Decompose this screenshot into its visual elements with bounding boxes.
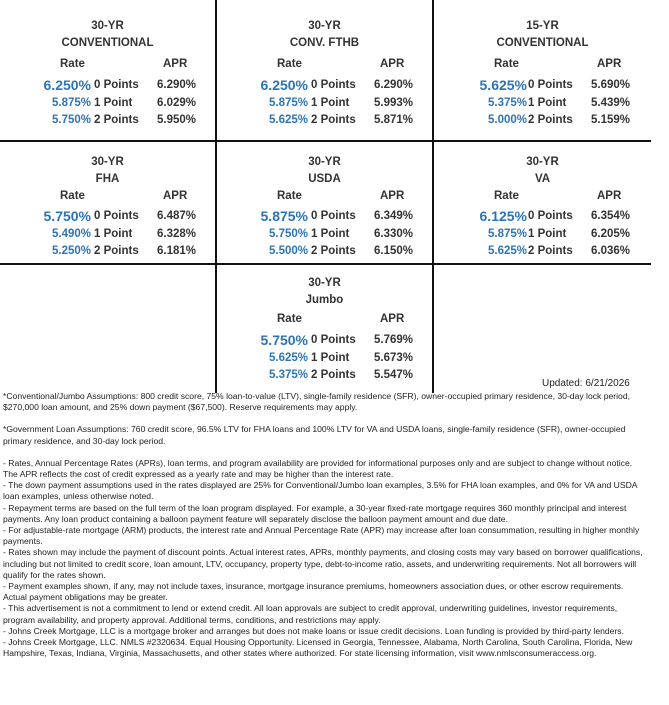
apr-header: APR	[380, 58, 405, 70]
rate-row	[217, 228, 432, 246]
points-value: 2 Points	[311, 369, 356, 381]
points-value: 1 Point	[311, 351, 350, 364]
rate-row	[434, 79, 651, 97]
apr-value: 6.290%	[374, 79, 414, 91]
apr-value: 6.330%	[374, 227, 414, 240]
apr-value: 5.159%	[591, 114, 631, 126]
apr-value: 5.871%	[374, 114, 414, 126]
apr-value: 5.439%	[591, 96, 631, 109]
apr-value: 6.205%	[591, 227, 631, 240]
points-value: 2 Points	[94, 114, 139, 126]
rate-row	[0, 97, 215, 115]
apr-value: 6.181%	[157, 245, 197, 257]
rate-header: Rate	[494, 58, 519, 70]
rate-value: 5.625%	[487, 245, 527, 257]
points-value: 2 Points	[94, 245, 139, 257]
apr-value: 6.354%	[591, 210, 631, 222]
panel-term: 30-YR	[308, 277, 341, 289]
rate-header: Rate	[60, 58, 85, 70]
rate-rows	[434, 79, 651, 132]
rate-header: Rate	[277, 313, 302, 325]
rate-rows	[217, 334, 432, 387]
apr-value: 5.769%	[374, 334, 414, 346]
disclosure-item: - Johns Creek Mortgage, LLC is a mortgage broker and arranges but does not make loans or issue credit decisions. Loan funding is provided by third-party lenders.	[3, 625, 624, 636]
apr-value: 5.993%	[374, 96, 414, 109]
rate-value: 5.250%	[51, 245, 91, 257]
apr-header: APR	[380, 190, 405, 202]
panel-15yr-conventional	[434, 0, 651, 140]
points-value: 0 Points	[528, 79, 573, 91]
panel-30yr-jumbo	[215, 263, 434, 393]
rate-row	[217, 97, 432, 115]
empty-cell	[434, 263, 651, 393]
panel-program: CONVENTIONAL	[496, 37, 589, 49]
points-value: 0 Points	[311, 334, 356, 346]
points-value: 0 Points	[94, 79, 139, 91]
rate-value: 5.375%	[268, 369, 308, 381]
empty-cell	[0, 263, 217, 393]
rate-row	[217, 334, 432, 352]
apr-value: 5.950%	[157, 114, 197, 126]
panel-program: Jumbo	[305, 294, 344, 306]
rate-value: 5.750%	[43, 208, 91, 224]
apr-value: 6.487%	[157, 210, 197, 222]
rate-row	[217, 352, 432, 370]
panel-program: VA	[534, 173, 551, 185]
panel-30yr-va	[434, 140, 651, 263]
rate-value: 5.490%	[51, 227, 91, 240]
panel-term: 30-YR	[91, 156, 124, 168]
rate-row	[0, 210, 215, 228]
apr-value: 6.349%	[374, 210, 414, 222]
apr-header: APR	[380, 313, 405, 325]
rate-row	[434, 114, 651, 132]
disclosure-item: - Repayment terms are based on the full term of the loan program displayed. For example, a 30-year fixed-rate mortgage requires 360 monthly principal and interest payments. Any loan product containing a balloon payment feature will separately disclose the balloon payment amount and due date.	[3, 502, 627, 524]
rate-header: Rate	[494, 190, 519, 202]
apr-value: 5.690%	[591, 79, 631, 91]
panel-term: 30-YR	[91, 20, 124, 32]
rate-row	[217, 245, 432, 263]
panel-program: FHA	[95, 173, 120, 185]
points-value: 1 Point	[528, 96, 567, 109]
panel-term: 30-YR	[526, 156, 559, 168]
rate-value: 5.625%	[268, 114, 308, 126]
points-value: 0 Points	[311, 210, 356, 222]
rate-value: 5.625%	[479, 77, 527, 93]
disclosure-item: - Rates, Annual Percentage Rates (APRs), loan terms, and program availability are provided for informational purposes only and are subject to change without notice. The APR reflects the cost of credit expressed as a yearly rate and may be higher than the interest rate.	[3, 457, 633, 480]
rate-rows	[434, 210, 651, 263]
apr-value: 6.029%	[157, 96, 197, 109]
rate-header: Rate	[277, 58, 302, 70]
apr-header: APR	[597, 58, 622, 70]
points-value: 1 Point	[311, 227, 350, 240]
apr-value: 6.036%	[591, 245, 631, 257]
apr-header: APR	[163, 58, 188, 70]
disclosure-item: - Johns Creek Mortgage, LLC. NMLS #2320634. Equal Housing Opportunity. Licensed in Georgia, Tennessee, Alabama, North Carolina, South Carolina, Florida, New Hampshire, Texas, Indiana, Virginia, Massachusetts, and other states where authorized. For state licensing information, visit www.nmlsconsumeraccess.org.	[3, 637, 633, 659]
points-value: 0 Points	[311, 79, 356, 91]
disclosure-item: - Payment examples shown, if any, may not include taxes, insurance, mortgage insurance premiums, homeowners association dues, or other escrow requirements. Actual payment obligations may be greater.	[3, 581, 624, 603]
rate-value: 5.000%	[487, 114, 527, 126]
rate-row	[0, 114, 215, 132]
panel-term: 30-YR	[308, 156, 341, 168]
points-value: 1 Point	[311, 96, 350, 109]
rate-row	[434, 210, 651, 228]
apr-value: 6.290%	[157, 79, 197, 91]
rate-value: 5.750%	[51, 114, 91, 126]
rate-row	[434, 228, 651, 246]
rate-row	[0, 79, 215, 97]
apr-header: APR	[597, 190, 622, 202]
disclosure-list	[3, 458, 643, 660]
points-value: 1 Point	[528, 227, 567, 240]
rate-header: Rate	[60, 190, 85, 202]
rate-value: 5.875%	[51, 96, 91, 109]
disclosure-item: - Rates shown may include the payment of discount points. Actual interest rates, APRs, monthly payments, and closing costs may vary based on borrower qualifications, including but not limited to credit score, loan amount, LTV, occupancy, property type, debt-to-income ratio, assets, and underwriting requirements. Not all borrowers will qualify for the rates shown.	[3, 547, 643, 580]
panel-30yr-fha	[0, 140, 217, 263]
rate-value: 6.250%	[260, 77, 308, 93]
points-value: 1 Point	[94, 96, 133, 109]
apr-value: 6.150%	[374, 245, 414, 257]
rate-row	[0, 245, 215, 263]
rate-header: Rate	[277, 190, 302, 202]
apr-value: 5.673%	[374, 351, 414, 364]
rate-value: 5.500%	[268, 245, 308, 257]
rate-value: 5.875%	[260, 208, 308, 224]
government-assumptions: *Government Loan Assumptions: 760 credit score, 96.5% LTV for FHA loans and 100% LTV for VA and USDA loans, single-family residence (SFR), owner-occupied primary residence, and 30-day lock period.	[3, 424, 626, 446]
rate-row	[217, 369, 432, 387]
panel-program: USDA	[308, 173, 341, 185]
rate-value: 5.625%	[268, 351, 308, 364]
disclosures	[3, 391, 643, 659]
points-value: 2 Points	[528, 245, 573, 257]
disclosure-item: - This advertisement is not a commitment to lend or extend credit. All loan approvals are subject to credit approval, underwriting guidelines, investor requirements, program availability, and property approval. Additional terms, conditions, and restrictions may apply.	[3, 603, 618, 625]
rate-row	[217, 79, 432, 97]
apr-value: 6.328%	[157, 227, 197, 240]
rate-value: 5.875%	[487, 227, 527, 240]
disclosure-item: - For adjustable-rate mortgage (ARM) products, the interest rate and Annual Percentage Rate (APR) may increase after loan consummation, resulting in higher monthly payments.	[3, 525, 640, 547]
rate-row	[434, 245, 651, 263]
rate-value: 5.750%	[268, 227, 308, 240]
rate-row	[0, 228, 215, 246]
rate-rows	[217, 210, 432, 263]
conventional-assumptions: *Conventional/Jumbo Assumptions: 800 credit score, 75% loan-to-value (LTV), single-family residence (SFR), owner-occupied primary residence, 30-day lock period, $270,000 loan amount, and 25% down payment ($67,500). Reserve requirements may apply.	[3, 391, 630, 413]
rate-row	[434, 97, 651, 115]
rate-value: 6.125%	[479, 208, 527, 224]
points-value: 2 Points	[311, 114, 356, 126]
apr-value: 5.547%	[374, 369, 414, 381]
rate-value: 5.375%	[487, 96, 527, 109]
apr-header: APR	[163, 190, 188, 202]
points-value: 0 Points	[94, 210, 139, 222]
points-value: 1 Point	[94, 227, 133, 240]
rate-value: 5.875%	[268, 96, 308, 109]
points-value: 2 Points	[311, 245, 356, 257]
panel-30yr-conventional	[0, 0, 217, 140]
panel-30yr-usda	[217, 140, 434, 263]
updated-date: Updated: 6/21/2026	[542, 378, 630, 389]
rate-value: 5.750%	[260, 332, 308, 348]
points-value: 0 Points	[528, 210, 573, 222]
points-value: 2 Points	[528, 114, 573, 126]
rate-rows	[217, 79, 432, 132]
panel-program: CONV. FTHB	[289, 37, 360, 49]
panel-term: 15-YR	[526, 20, 559, 32]
panel-30yr-conv-fthb	[217, 0, 434, 140]
rate-row	[217, 114, 432, 132]
panel-program: CONVENTIONAL	[61, 37, 154, 49]
rate-rows	[0, 210, 215, 263]
disclosure-item: - The down payment assumptions used in the rates displayed are 25% for Conventional/Jumbo loan examples, 3.5% for FHA loan examples, and 0% for VA and USDA loan examples, unless otherwise noted.	[3, 480, 638, 502]
panel-term: 30-YR	[308, 20, 341, 32]
rate-value: 6.250%	[43, 77, 91, 93]
rate-rows	[0, 79, 215, 132]
rate-row	[217, 210, 432, 228]
